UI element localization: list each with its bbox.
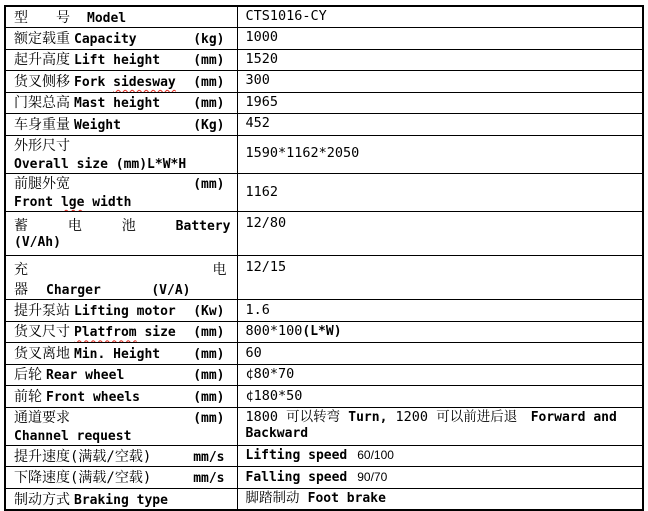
label-text [14, 8, 126, 27]
spec-value-cell [237, 71, 643, 93]
value-text: 1590*1162*2050 [245, 145, 360, 162]
label-cn: 池 [121, 218, 136, 235]
label-unit: (mm) [193, 325, 225, 341]
label-en: Front [14, 195, 61, 211]
label-cn: 外形尺寸 [14, 137, 70, 154]
label-en: Model [74, 10, 127, 26]
label-cn: 货叉离地 [14, 345, 70, 362]
spec-row-model [5, 6, 643, 28]
label-en: Fork [74, 74, 114, 90]
value-bold: Foot brake [307, 491, 386, 507]
label-text [14, 115, 121, 134]
label-cn: 器 [14, 282, 28, 299]
spec-label-cell [5, 445, 237, 467]
spec-value-cell [237, 321, 643, 343]
label-unit: (mm) [193, 53, 225, 69]
spec-label-cell [5, 467, 237, 489]
spec-value-cell [237, 467, 643, 489]
label-cn: 电 [212, 262, 227, 279]
value-text: 1520 [245, 50, 279, 67]
label-unit: (V/A) [151, 283, 191, 299]
spec-value-cell [237, 386, 643, 408]
label-text [14, 174, 189, 211]
label-en-misspelled: lge [60, 195, 85, 211]
spec-row-falling-speed [5, 467, 643, 489]
label-en-misspelled: sidesway [113, 74, 176, 90]
spec-row-channel-request [5, 407, 643, 445]
label-unit: (kg) [193, 31, 225, 47]
spec-row-lifting-speed [5, 445, 643, 467]
label-unit: (mm) [193, 176, 225, 192]
label-en: Battery [175, 219, 231, 235]
label-cn: 提升泵站 [14, 302, 70, 319]
label-text [14, 408, 189, 445]
value-number: 60/100 [357, 448, 394, 463]
label-unit: (mm) [193, 410, 225, 426]
spec-row-min-height [5, 343, 643, 365]
label-text [14, 72, 176, 91]
spec-value-cell [237, 92, 643, 114]
spec-value-cell [237, 173, 643, 211]
label-unit: mm/s [193, 449, 225, 465]
spec-value-cell [237, 6, 643, 28]
spec-row-charger [5, 256, 643, 300]
spec-value-cell [237, 135, 643, 173]
label-unit: (mm) [193, 74, 225, 90]
spec-row-front-wheels [5, 386, 643, 408]
label-text [14, 93, 160, 112]
label-unit: (mm) [193, 389, 225, 405]
label-en: Overall size (mm)L*W*H [14, 156, 187, 172]
spec-label-cell [5, 114, 237, 136]
label-unit: (Kg) [193, 117, 225, 133]
spec-value-cell [237, 256, 643, 300]
label-cn: 车身重量 [14, 116, 70, 133]
spec-label-cell [5, 256, 237, 300]
spec-label-cell [5, 407, 237, 445]
value-text: 60 [245, 344, 262, 361]
label-text [14, 29, 137, 48]
value-bold: Falling speed [245, 469, 348, 485]
label-unit: (mm) [193, 96, 225, 112]
label-cn: 额定载重 [14, 30, 70, 47]
spec-label-cell [5, 135, 237, 173]
spec-value-cell [237, 49, 643, 71]
label-en: Charger [46, 283, 101, 299]
spec-row-platform-size [5, 321, 643, 343]
spec-label-cell [5, 364, 237, 386]
label-cn: 下降速度(满载/空载) [14, 470, 152, 487]
value-text: 300 [245, 72, 270, 89]
label-en: Lifting motor [74, 303, 176, 319]
label-unit: (mm) [193, 346, 225, 362]
label-en: Lift height [74, 53, 161, 69]
label-cn: 门架总高 [14, 95, 70, 112]
label-text [14, 468, 155, 486]
spec-label-cell [5, 28, 237, 50]
label-cn: 通道要求 [14, 409, 70, 426]
spec-label-cell [5, 343, 237, 365]
value-bold: (L*W) [302, 323, 342, 339]
label-en: Capacity [74, 31, 137, 47]
label-cn: 蓄 [14, 218, 28, 235]
label-unit: (V/Ah) [14, 235, 61, 251]
label-text [14, 322, 176, 341]
label-en: Braking type [74, 492, 168, 508]
spec-label-cell [5, 488, 237, 510]
label-en: size [136, 325, 176, 341]
spec-label-cell [5, 71, 237, 93]
value-text: ¢180*50 [245, 387, 303, 404]
value-number: 90/70 [357, 469, 388, 484]
label-cn: 前轮 [14, 388, 42, 405]
label-text [14, 447, 155, 465]
spec-label-cell [5, 6, 237, 28]
label-cn: 型 号 [14, 9, 70, 26]
label-unit: mm/s [193, 471, 225, 487]
spec-row-front-leg-width [5, 173, 643, 211]
label-unit: (Kw) [193, 303, 225, 319]
value-text: 800*100 [245, 322, 303, 339]
label-unit: (mm) [193, 368, 225, 384]
spec-row-lift-height [5, 49, 643, 71]
spec-label-cell [5, 173, 237, 211]
label-text [14, 136, 221, 173]
label-cn: 货叉尺寸 [14, 324, 70, 341]
spec-value-cell [237, 343, 643, 365]
label-cn: 充 [14, 262, 28, 279]
value-text: 1800 可以转弯 [245, 409, 349, 426]
spec-value-cell [237, 28, 643, 50]
label-cn: 后轮 [14, 367, 42, 384]
spec-label-cell [5, 92, 237, 114]
value-text: 脚踏制动 [245, 490, 308, 507]
spec-row-mast-height [5, 92, 643, 114]
label-en: Min. Height [74, 346, 161, 362]
value-text: 1162 [245, 183, 279, 200]
spec-label-cell [5, 49, 237, 71]
spec-table [4, 5, 644, 511]
spec-row-overall-size [5, 135, 643, 173]
value-bold: Lifting speed [245, 448, 348, 464]
value-text: 1.6 [245, 301, 270, 318]
label-en: Rear wheel [46, 368, 125, 384]
value-bold: Turn, [348, 410, 388, 426]
spec-row-fork-sidesway [5, 71, 643, 93]
value-text: ¢80*70 [245, 366, 295, 383]
label-text [14, 387, 140, 406]
label-en: width [84, 195, 132, 211]
label-text [14, 50, 160, 69]
label-cn: 起升高度 [14, 52, 70, 69]
spec-value-cell [237, 300, 643, 322]
spec-row-braking-type [5, 488, 643, 510]
spec-row-lifting-motor [5, 300, 643, 322]
spec-row-battery [5, 212, 643, 256]
label-text [14, 344, 160, 363]
spec-label-cell [5, 212, 237, 256]
spec-value-cell [237, 212, 643, 256]
label-text [14, 301, 176, 320]
spec-value-cell [237, 364, 643, 386]
label-en: Mast height [74, 96, 161, 112]
value-text: 1200 可以前进后退 [387, 409, 531, 426]
value-text: 1965 [245, 93, 279, 110]
label-cn: 电 [67, 218, 82, 235]
spec-value-cell [237, 114, 643, 136]
spec-label-cell [5, 386, 237, 408]
spec-row-weight [5, 114, 643, 136]
spec-row-capacity [5, 28, 643, 50]
spec-value-cell [237, 407, 643, 445]
spec-value-cell [237, 445, 643, 467]
value-text: 452 [245, 115, 270, 132]
label-cn: 制动方式 [14, 491, 70, 508]
label-en: Front wheels [46, 389, 140, 405]
label-text [14, 365, 124, 384]
label-en-misspelled: Platfrom [74, 325, 137, 341]
label-en: Channel request [14, 429, 132, 445]
label-cn: 前腿外宽 [14, 175, 70, 192]
spec-value-cell [237, 488, 643, 510]
value-text: 12/15 [245, 259, 287, 276]
value-text: CTS1016-CY [245, 8, 327, 25]
spec-row-rear-wheel [5, 364, 643, 386]
spec-label-cell [5, 321, 237, 343]
label-cn: 货叉侧移 [14, 73, 70, 90]
label-cn: 提升速度(满载/空载) [14, 448, 152, 465]
label-en: Weight [74, 117, 121, 133]
value-text: 1000 [245, 29, 279, 46]
spec-label-cell [5, 300, 237, 322]
value-text: 12/80 [245, 215, 287, 232]
label-text [14, 490, 168, 509]
value-bold: Forward and Backward [245, 410, 617, 442]
